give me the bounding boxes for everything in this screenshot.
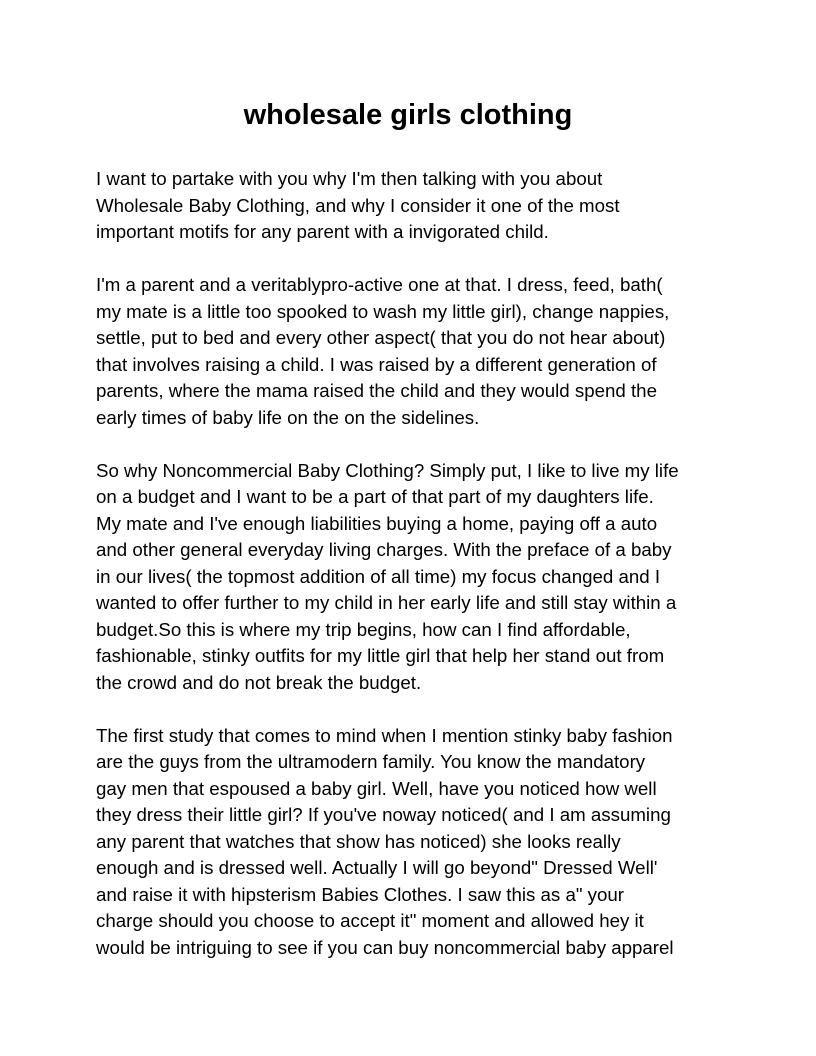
text-line: enough and is dressed well. Actually I will go beyond" Dressed Well' bbox=[96, 857, 658, 878]
text-line: and raise it with hipsterism Babies Clothes. I saw this as a" your bbox=[96, 883, 625, 905]
text-line: parents, where the mama raised the child and they would spend the bbox=[96, 380, 657, 401]
text-line: and other general everyday living charges. With the preface of a baby bbox=[96, 539, 672, 560]
text-line: on a budget and I want to be a part of that part of my daughters life. bbox=[96, 486, 654, 507]
text-line: they dress their little girl? If you've noway noticed( and I am assuming bbox=[96, 804, 671, 825]
text-line: that involves raising a child. I was raised by a different generation of bbox=[96, 353, 657, 375]
text-line: wanted to offer further to my child in her early life and still stay within a bbox=[96, 592, 677, 613]
text-line: any parent that watches that show has noticed) she looks really bbox=[96, 830, 621, 852]
text-line: early times of baby life on the on the sidelines. bbox=[96, 406, 480, 428]
text-line: fashionable, stinky outfits for my little girl that help her stand out from bbox=[96, 645, 665, 666]
paragraph-4 bbox=[96, 723, 736, 962]
text-line: Wholesale Baby Clothing, and why I consider it one of the most bbox=[96, 194, 620, 216]
text-line: are the guys from the ultramodern family. You know the mandatory bbox=[96, 751, 646, 772]
text-line: settle, put to bed and every other aspect( that you do not hear about) bbox=[96, 327, 666, 348]
text-line: in our lives( the topmost addition of all time) my focus changed and I bbox=[96, 565, 661, 587]
text-line: The first study that comes to mind when I mention stinky baby fashion bbox=[96, 724, 673, 746]
text-line: budget.So this is where my trip begins, how can I find affordable, bbox=[96, 618, 631, 640]
text-line: gay men that espoused a baby girl. Well, have you noticed how well bbox=[96, 777, 657, 799]
document-title: wholesale girls clothing bbox=[243, 99, 573, 131]
paragraph-3 bbox=[96, 458, 736, 697]
text-line: my mate is a little too spooked to wash my little girl), change nappies, bbox=[96, 300, 670, 322]
text-line: So why Noncommercial Baby Clothing? Simply put, I like to live my life bbox=[96, 459, 679, 481]
text-line: I'm a parent and a veritablypro-active one at that. I dress, feed, bath( bbox=[96, 274, 663, 295]
text-line: the crowd and do not break the budget. bbox=[96, 671, 422, 693]
text-line: My mate and I've enough liabilities buying a home, paying off a auto bbox=[96, 512, 658, 534]
document-body bbox=[96, 166, 736, 988]
text-line: I want to partake with you why I'm then talking with you about bbox=[96, 168, 603, 189]
text-line: would be intriguing to see if you can buy noncommercial baby apparel bbox=[96, 936, 674, 958]
text-line: important motifs for any parent with a invigorated child. bbox=[96, 221, 549, 242]
text-line: charge should you choose to accept it" moment and allowed hey it bbox=[96, 910, 644, 931]
paragraph-1 bbox=[96, 166, 736, 246]
paragraph-2 bbox=[96, 272, 736, 431]
